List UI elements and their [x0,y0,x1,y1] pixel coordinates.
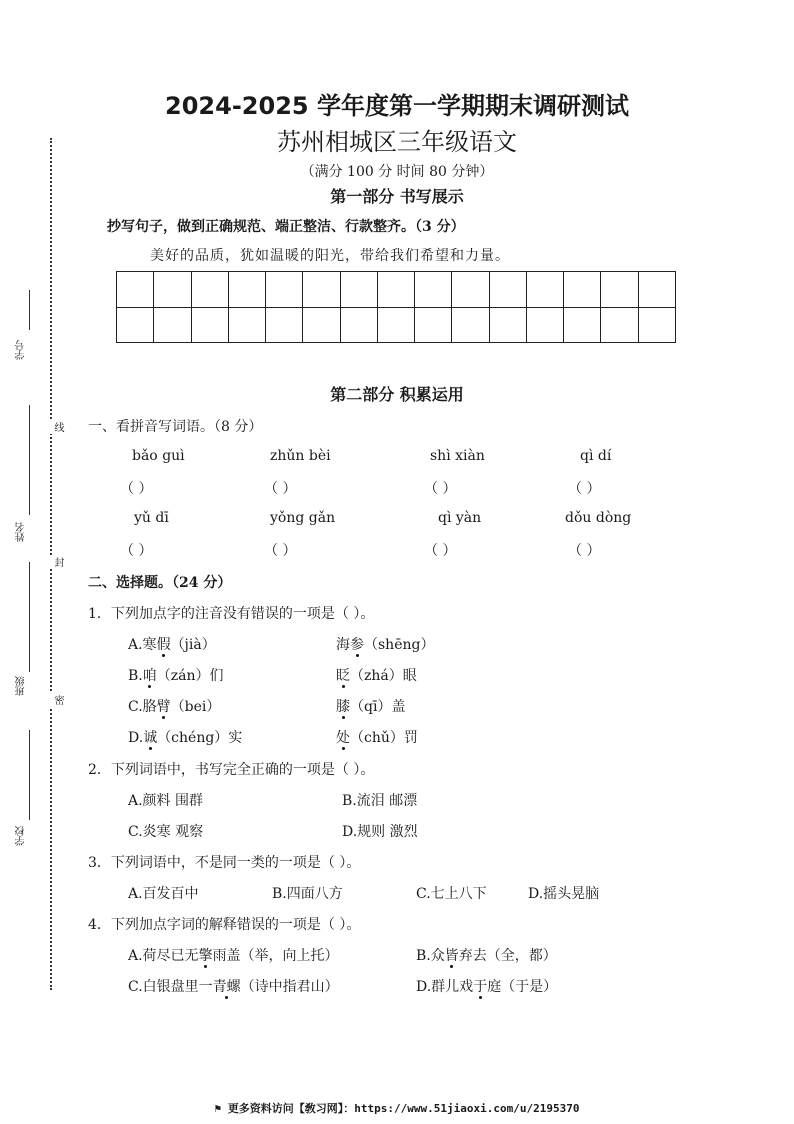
option-text: D. [128,730,144,746]
grid-row [117,307,676,343]
exam-title: 2024-2025 学年度第一学期期末调研测试 [165,92,629,120]
pinyin-item: shì xiàn [430,448,485,464]
option-text: A.寒 [128,637,157,653]
dotted-char: 诚 [143,727,157,747]
pinyin-item: qì dí [580,448,612,464]
pinyin-item: bǎo guì [132,448,185,464]
dotted-char: 眨 [336,665,350,685]
dotted-char: 于 [473,976,487,996]
option-text: C.白银盘里一 [128,979,213,995]
pinyin-item: qì yàn [438,510,482,526]
copy-sentence: 美好的品质，犹如温暖的阳光，带给我们希望和力量。 [150,248,510,264]
option-text: （jià） [170,637,216,653]
dotted-char: 皆 [445,945,459,965]
student-id-line [29,290,31,330]
q4-option-d[interactable] [416,976,557,996]
dotted-char: 擎 [199,945,213,965]
q2-option-c[interactable]: C.炎寒 观察 [128,824,204,840]
pinyin-item: yǒng gǎn [270,510,336,526]
q1-option-d-right [336,727,418,747]
name-label: 姓名 [16,522,27,542]
dotted-char: 假 [157,634,171,654]
option-text: （诗中指君山） [240,979,339,995]
option-text: A.荷尽已无 [128,948,199,964]
option-text: 海 [336,637,350,653]
option-text: （chǔ）罚 [350,730,418,746]
q1-option-b-left[interactable] [128,665,224,685]
question-2-stem: 2．下列词语中，书写完全正确的一项是（ ）。 [88,762,375,778]
dotted-char: 膝 [336,696,350,716]
part1-instruction: 抄写句子，做到正确规范、端正整洁、行款整齐。（3 分） [107,219,465,235]
question-3-stem: 3．下列词语中，不是同一类的一项是（ ）。 [88,855,361,871]
part1-heading: 第一部分 书写展示 [330,187,464,206]
option-text: 雨盖（举，向上托） [212,948,339,964]
section1-title: 一、看拼音写词语。（8 分） [88,419,263,435]
dotted-char: 参 [350,634,364,654]
name-line [29,405,31,515]
answer-blank[interactable]: （ ） [120,481,153,497]
option-text: （zhá）眼 [350,668,417,684]
q3-option-d[interactable]: D.摇头晃脑 [528,886,600,902]
q3-option-b[interactable]: B.四面八方 [272,886,343,902]
dotted-char: 咱 [143,665,157,685]
answer-blank[interactable]: （ ） [424,481,457,497]
q2-option-d[interactable]: D.规则 激烈 [342,824,418,840]
seal-mark-line: 线 [52,422,63,432]
option-text: B. [128,668,143,684]
q1-option-d-left[interactable] [128,727,242,747]
school-label: 学校 [16,826,27,846]
q4-option-c[interactable] [128,976,339,996]
flag-icon: ⚑ [214,1102,222,1115]
q2-option-b[interactable]: B.流泪 邮漂 [342,793,418,809]
option-text: 庭（于是） [487,979,558,995]
part2-heading: 第二部分 积累运用 [330,385,464,404]
answer-blank[interactable]: （ ） [264,481,297,497]
q1-option-c-right [336,696,405,716]
footer-link[interactable] [0,1100,794,1116]
question-4-stem: 4．下列加点字词的解释错误的一项是（ ）。 [88,917,361,933]
question-1-stem: 1．下列加点字的注音没有错误的一项是（ ）。 [88,606,375,622]
answer-blank[interactable]: （ ） [264,543,297,559]
q3-option-c[interactable]: C.七上八下 [416,886,487,902]
pinyin-item: yǔ dī [134,510,169,526]
q2-option-a[interactable]: A.颜料 围群 [128,793,204,809]
answer-blank[interactable]: （ ） [568,543,601,559]
q3-option-a[interactable]: A.百发百中 [128,886,199,902]
option-text: C.胳 [128,699,157,715]
exam-subject-title: 苏州相城区三年级语文 [277,128,517,156]
answer-blank[interactable]: （ ） [424,543,457,559]
option-text: （shēng） [364,637,435,653]
class-label: 班级 [16,676,27,696]
student-id-label: 学号 [16,340,27,360]
dotted-char: 处 [336,727,350,747]
seal-mark-seal: 封 [52,557,63,567]
pinyin-item: zhǔn bèi [270,448,331,464]
footer-text: 更多资料访问【敎习网】：https://www.51jiaoxi.com/u/2195370 [227,1102,580,1115]
option-text: D.群儿戏 [416,979,474,995]
pinyin-item: dǒu dòng [565,510,632,526]
exam-meta: （满分 100 分 时间 80 分钟） [300,164,494,180]
section2-title: 二、选择题。（24 分） [88,575,232,591]
q1-option-b-right [336,665,417,685]
writing-grid[interactable] [116,271,676,343]
answer-blank[interactable]: （ ） [120,543,153,559]
q1-option-a-right [336,634,434,654]
class-line [29,562,31,672]
option-text: （chéng）实 [157,730,243,746]
option-text: （qī）盖 [350,699,406,715]
dotted-char: 青螺 [213,976,241,996]
answer-blank[interactable]: （ ） [568,481,601,497]
school-line [29,730,31,820]
q4-option-b[interactable] [416,945,557,965]
grid-row [117,272,676,308]
dotted-char: 臂 [157,696,171,716]
seal-mark-secret: 密 [52,695,63,705]
option-text: （bei） [170,699,221,715]
option-text: （zán）们 [156,668,224,684]
option-text: B.众 [416,948,445,964]
q4-option-a[interactable] [128,945,339,965]
q1-option-a-left[interactable] [128,634,216,654]
q1-option-c-left[interactable] [128,696,220,716]
option-text: 弃去（全，都） [458,948,557,964]
